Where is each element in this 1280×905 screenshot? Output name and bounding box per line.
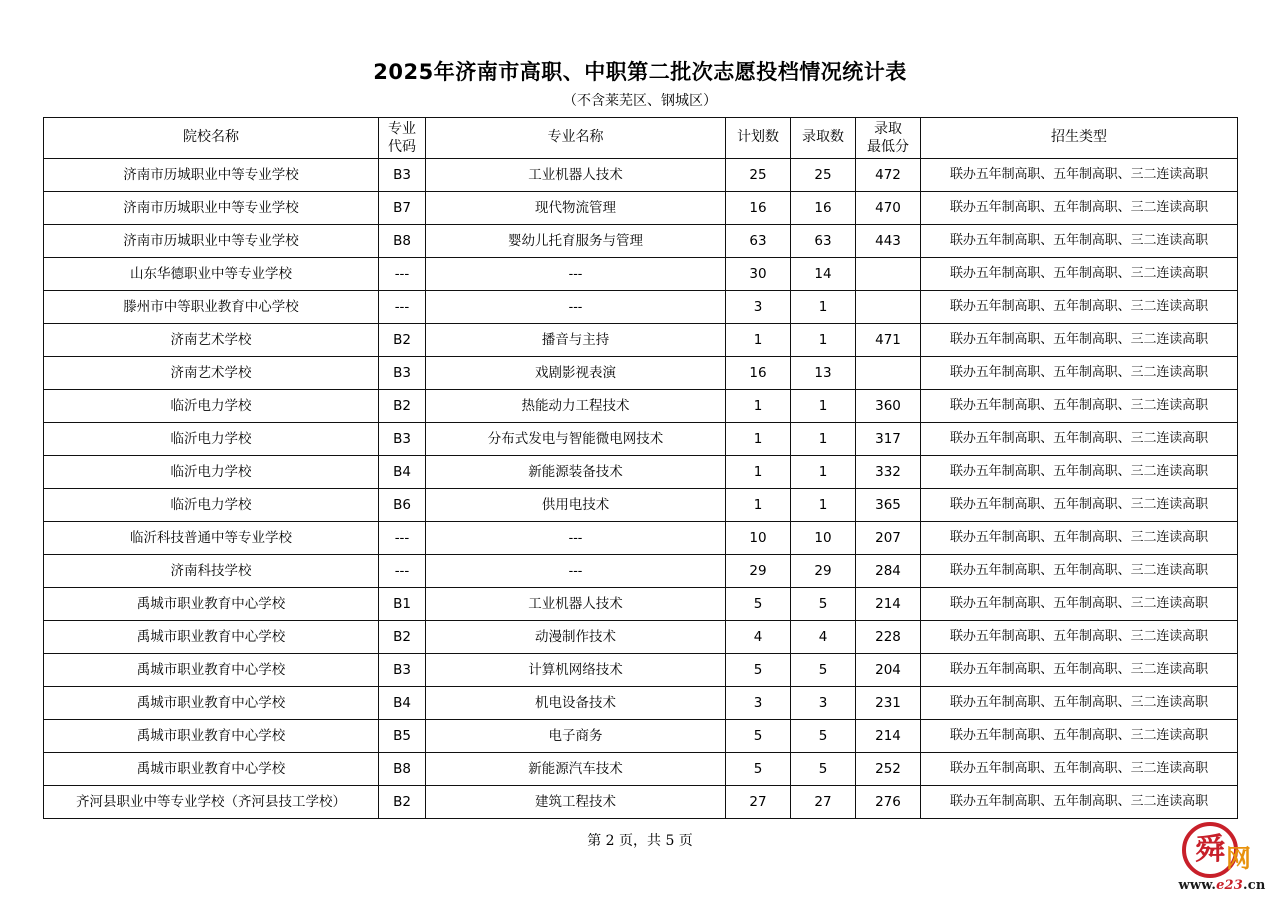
cell-major-code: B3 — [379, 357, 426, 390]
cell-school: 济南艺术学校 — [44, 324, 379, 357]
table-row — [44, 489, 1238, 522]
cell-admitted-count: 63 — [791, 225, 856, 258]
statistics-table-container — [43, 117, 1237, 819]
cell-plan-count: 4 — [726, 621, 791, 654]
cell-major-code: B2 — [379, 324, 426, 357]
table-row — [44, 192, 1238, 225]
site-logo[interactable] — [1168, 822, 1276, 900]
cell-admitted-count: 16 — [791, 192, 856, 225]
cell-admitted-count: 29 — [791, 555, 856, 588]
cell-plan-count: 29 — [726, 555, 791, 588]
cell-major-name: 热能动力工程技术 — [426, 390, 726, 423]
cell-admission-type: 联办五年制高职、五年制高职、三二连读高职 — [921, 324, 1238, 357]
cell-admitted-count: 5 — [791, 753, 856, 786]
cell-min-score: 360 — [856, 390, 921, 423]
cell-school: 禹城市职业教育中心学校 — [44, 588, 379, 621]
table-header — [44, 118, 1238, 159]
cell-major-code: B3 — [379, 423, 426, 456]
table-row — [44, 786, 1238, 819]
seal-icon: 舜 — [1182, 822, 1238, 878]
page-title: 2025年济南市高职、中职第二批次志愿投档情况统计表 — [373, 60, 907, 84]
column-header-min-score — [856, 118, 921, 159]
cell-admitted-count: 13 — [791, 357, 856, 390]
logo-url-suffix: .cn — [1243, 878, 1266, 893]
column-header-plan-count: 计划数 — [726, 118, 791, 159]
cell-school: 临沂科技普通中等专业学校 — [44, 522, 379, 555]
table-row — [44, 225, 1238, 258]
cell-admitted-count: 14 — [791, 258, 856, 291]
cell-major-code: B3 — [379, 654, 426, 687]
cell-min-score: 204 — [856, 654, 921, 687]
cell-major-code: B7 — [379, 192, 426, 225]
cell-plan-count: 1 — [726, 456, 791, 489]
column-header-admission-type: 招生类型 — [921, 118, 1238, 159]
table-row — [44, 291, 1238, 324]
table-row — [44, 390, 1238, 423]
table-row — [44, 621, 1238, 654]
cell-min-score — [856, 258, 921, 291]
table-row — [44, 258, 1238, 291]
column-header-min-score-line1: 录取 — [874, 121, 902, 137]
cell-admitted-count: 4 — [791, 621, 856, 654]
cell-major-name: 建筑工程技术 — [426, 786, 726, 819]
cell-admission-type: 联办五年制高职、五年制高职、三二连读高职 — [921, 291, 1238, 324]
cell-major-name: 新能源汽车技术 — [426, 753, 726, 786]
cell-school: 临沂电力学校 — [44, 390, 379, 423]
cell-plan-count: 25 — [726, 159, 791, 192]
table-row — [44, 357, 1238, 390]
table-row — [44, 720, 1238, 753]
cell-admission-type: 联办五年制高职、五年制高职、三二连读高职 — [921, 522, 1238, 555]
cell-school: 禹城市职业教育中心学校 — [44, 621, 379, 654]
cell-admission-type: 联办五年制高职、五年制高职、三二连读高职 — [921, 456, 1238, 489]
cell-major-code: --- — [379, 258, 426, 291]
cell-min-score: 228 — [856, 621, 921, 654]
cell-plan-count: 27 — [726, 786, 791, 819]
cell-min-score — [856, 357, 921, 390]
cell-school: 济南市历城职业中等专业学校 — [44, 225, 379, 258]
cell-major-name: --- — [426, 258, 726, 291]
net-character-icon: 网 — [1226, 844, 1252, 873]
cell-admission-type: 联办五年制高职、五年制高职、三二连读高职 — [921, 654, 1238, 687]
table-row — [44, 654, 1238, 687]
cell-plan-count: 63 — [726, 225, 791, 258]
cell-admission-type: 联办五年制高职、五年制高职、三二连读高职 — [921, 786, 1238, 819]
cell-admission-type: 联办五年制高职、五年制高职、三二连读高职 — [921, 192, 1238, 225]
cell-major-code: --- — [379, 291, 426, 324]
cell-plan-count: 1 — [726, 324, 791, 357]
cell-plan-count: 30 — [726, 258, 791, 291]
column-header-major-code — [379, 118, 426, 159]
cell-min-score — [856, 291, 921, 324]
cell-min-score: 332 — [856, 456, 921, 489]
cell-admission-type: 联办五年制高职、五年制高职、三二连读高职 — [921, 357, 1238, 390]
cell-min-score: 276 — [856, 786, 921, 819]
cell-major-code: B6 — [379, 489, 426, 522]
cell-admission-type: 联办五年制高职、五年制高职、三二连读高职 — [921, 489, 1238, 522]
cell-school: 禹城市职业教育中心学校 — [44, 687, 379, 720]
cell-major-code: B2 — [379, 621, 426, 654]
table-row — [44, 687, 1238, 720]
cell-admission-type: 联办五年制高职、五年制高职、三二连读高职 — [921, 588, 1238, 621]
table-row — [44, 588, 1238, 621]
table-row — [44, 456, 1238, 489]
table-row — [44, 159, 1238, 192]
cell-major-name: 电子商务 — [426, 720, 726, 753]
cell-admission-type: 联办五年制高职、五年制高职、三二连读高职 — [921, 720, 1238, 753]
column-header-school: 院校名称 — [44, 118, 379, 159]
cell-major-name: 供用电技术 — [426, 489, 726, 522]
cell-admitted-count: 1 — [791, 423, 856, 456]
cell-major-name: --- — [426, 522, 726, 555]
cell-major-code: B4 — [379, 687, 426, 720]
cell-admitted-count: 1 — [791, 291, 856, 324]
cell-plan-count: 1 — [726, 423, 791, 456]
cell-major-name: --- — [426, 291, 726, 324]
logo-url-prefix: www. — [1178, 878, 1217, 893]
cell-major-code: B3 — [379, 159, 426, 192]
cell-min-score: 317 — [856, 423, 921, 456]
cell-admission-type: 联办五年制高职、五年制高职、三二连读高职 — [921, 258, 1238, 291]
cell-major-name: 播音与主持 — [426, 324, 726, 357]
cell-admitted-count: 5 — [791, 654, 856, 687]
cell-admitted-count: 10 — [791, 522, 856, 555]
cell-school: 济南市历城职业中等专业学校 — [44, 159, 379, 192]
cell-school: 济南艺术学校 — [44, 357, 379, 390]
cell-plan-count: 3 — [726, 291, 791, 324]
cell-plan-count: 1 — [726, 489, 791, 522]
cell-admitted-count: 1 — [791, 390, 856, 423]
cell-school: 山东华德职业中等专业学校 — [44, 258, 379, 291]
cell-major-code: B2 — [379, 786, 426, 819]
cell-plan-count: 5 — [726, 720, 791, 753]
column-header-major-code-line2: 代码 — [388, 139, 416, 155]
cell-admission-type: 联办五年制高职、五年制高职、三二连读高职 — [921, 753, 1238, 786]
cell-major-code: B8 — [379, 753, 426, 786]
cell-admission-type: 联办五年制高职、五年制高职、三二连读高职 — [921, 621, 1238, 654]
cell-major-code: B8 — [379, 225, 426, 258]
cell-plan-count: 16 — [726, 192, 791, 225]
cell-min-score: 231 — [856, 687, 921, 720]
cell-major-code: --- — [379, 522, 426, 555]
page-subtitle: （不含莱芜区、钢城区） — [563, 93, 717, 109]
cell-admitted-count: 1 — [791, 456, 856, 489]
cell-plan-count: 5 — [726, 753, 791, 786]
table-row — [44, 324, 1238, 357]
column-header-major-name: 专业名称 — [426, 118, 726, 159]
cell-min-score: 470 — [856, 192, 921, 225]
cell-school: 禹城市职业教育中心学校 — [44, 720, 379, 753]
cell-min-score: 471 — [856, 324, 921, 357]
cell-major-name: 新能源装备技术 — [426, 456, 726, 489]
statistics-table — [43, 117, 1238, 819]
title-block — [0, 58, 1280, 112]
table-body — [44, 159, 1238, 819]
cell-school: 济南市历城职业中等专业学校 — [44, 192, 379, 225]
cell-admission-type: 联办五年制高职、五年制高职、三二连读高职 — [921, 555, 1238, 588]
cell-admitted-count: 1 — [791, 324, 856, 357]
cell-major-name: 戏剧影视表演 — [426, 357, 726, 390]
cell-major-name: 工业机器人技术 — [426, 159, 726, 192]
table-row — [44, 423, 1238, 456]
cell-plan-count: 5 — [726, 654, 791, 687]
cell-plan-count: 10 — [726, 522, 791, 555]
cell-major-code: B5 — [379, 720, 426, 753]
table-row — [44, 555, 1238, 588]
cell-min-score: 207 — [856, 522, 921, 555]
cell-admission-type: 联办五年制高职、五年制高职、三二连读高职 — [921, 225, 1238, 258]
cell-plan-count: 3 — [726, 687, 791, 720]
cell-admitted-count: 5 — [791, 588, 856, 621]
column-header-admitted-count: 录取数 — [791, 118, 856, 159]
cell-plan-count: 16 — [726, 357, 791, 390]
cell-major-name: 机电设备技术 — [426, 687, 726, 720]
cell-admitted-count: 3 — [791, 687, 856, 720]
table-row — [44, 522, 1238, 555]
cell-plan-count: 5 — [726, 588, 791, 621]
cell-admitted-count: 1 — [791, 489, 856, 522]
cell-plan-count: 1 — [726, 390, 791, 423]
cell-major-name: 婴幼儿托育服务与管理 — [426, 225, 726, 258]
cell-school: 临沂电力学校 — [44, 456, 379, 489]
cell-admission-type: 联办五年制高职、五年制高职、三二连读高职 — [921, 687, 1238, 720]
column-header-min-score-line2: 最低分 — [867, 139, 909, 155]
cell-admission-type: 联办五年制高职、五年制高职、三二连读高职 — [921, 390, 1238, 423]
cell-min-score: 443 — [856, 225, 921, 258]
cell-admission-type: 联办五年制高职、五年制高职、三二连读高职 — [921, 159, 1238, 192]
cell-admitted-count: 25 — [791, 159, 856, 192]
cell-school: 齐河县职业中等专业学校（齐河县技工学校） — [44, 786, 379, 819]
cell-school: 禹城市职业教育中心学校 — [44, 654, 379, 687]
cell-major-name: 分布式发电与智能微电网技术 — [426, 423, 726, 456]
cell-school: 滕州市中等职业教育中心学校 — [44, 291, 379, 324]
cell-major-code: B4 — [379, 456, 426, 489]
logo-url-brand: e23 — [1216, 878, 1244, 893]
cell-min-score: 214 — [856, 588, 921, 621]
cell-min-score: 365 — [856, 489, 921, 522]
cell-major-name: 现代物流管理 — [426, 192, 726, 225]
cell-admitted-count: 27 — [791, 786, 856, 819]
cell-major-name: --- — [426, 555, 726, 588]
logo-url — [1168, 878, 1276, 893]
cell-min-score: 252 — [856, 753, 921, 786]
table-row — [44, 753, 1238, 786]
cell-major-name: 动漫制作技术 — [426, 621, 726, 654]
cell-major-code: --- — [379, 555, 426, 588]
cell-school: 临沂电力学校 — [44, 423, 379, 456]
cell-major-name: 工业机器人技术 — [426, 588, 726, 621]
cell-min-score: 472 — [856, 159, 921, 192]
cell-school: 济南科技学校 — [44, 555, 379, 588]
cell-school: 临沂电力学校 — [44, 489, 379, 522]
table-header-row — [44, 118, 1238, 159]
column-header-major-code-line1: 专业 — [388, 121, 416, 137]
cell-admission-type: 联办五年制高职、五年制高职、三二连读高职 — [921, 423, 1238, 456]
cell-school: 禹城市职业教育中心学校 — [44, 753, 379, 786]
cell-min-score: 214 — [856, 720, 921, 753]
cell-major-code: B2 — [379, 390, 426, 423]
cell-major-name: 计算机网络技术 — [426, 654, 726, 687]
cell-admitted-count: 5 — [791, 720, 856, 753]
page-footer: 第 2 页，共 5 页 — [587, 833, 693, 849]
cell-major-code: B1 — [379, 588, 426, 621]
cell-min-score: 284 — [856, 555, 921, 588]
